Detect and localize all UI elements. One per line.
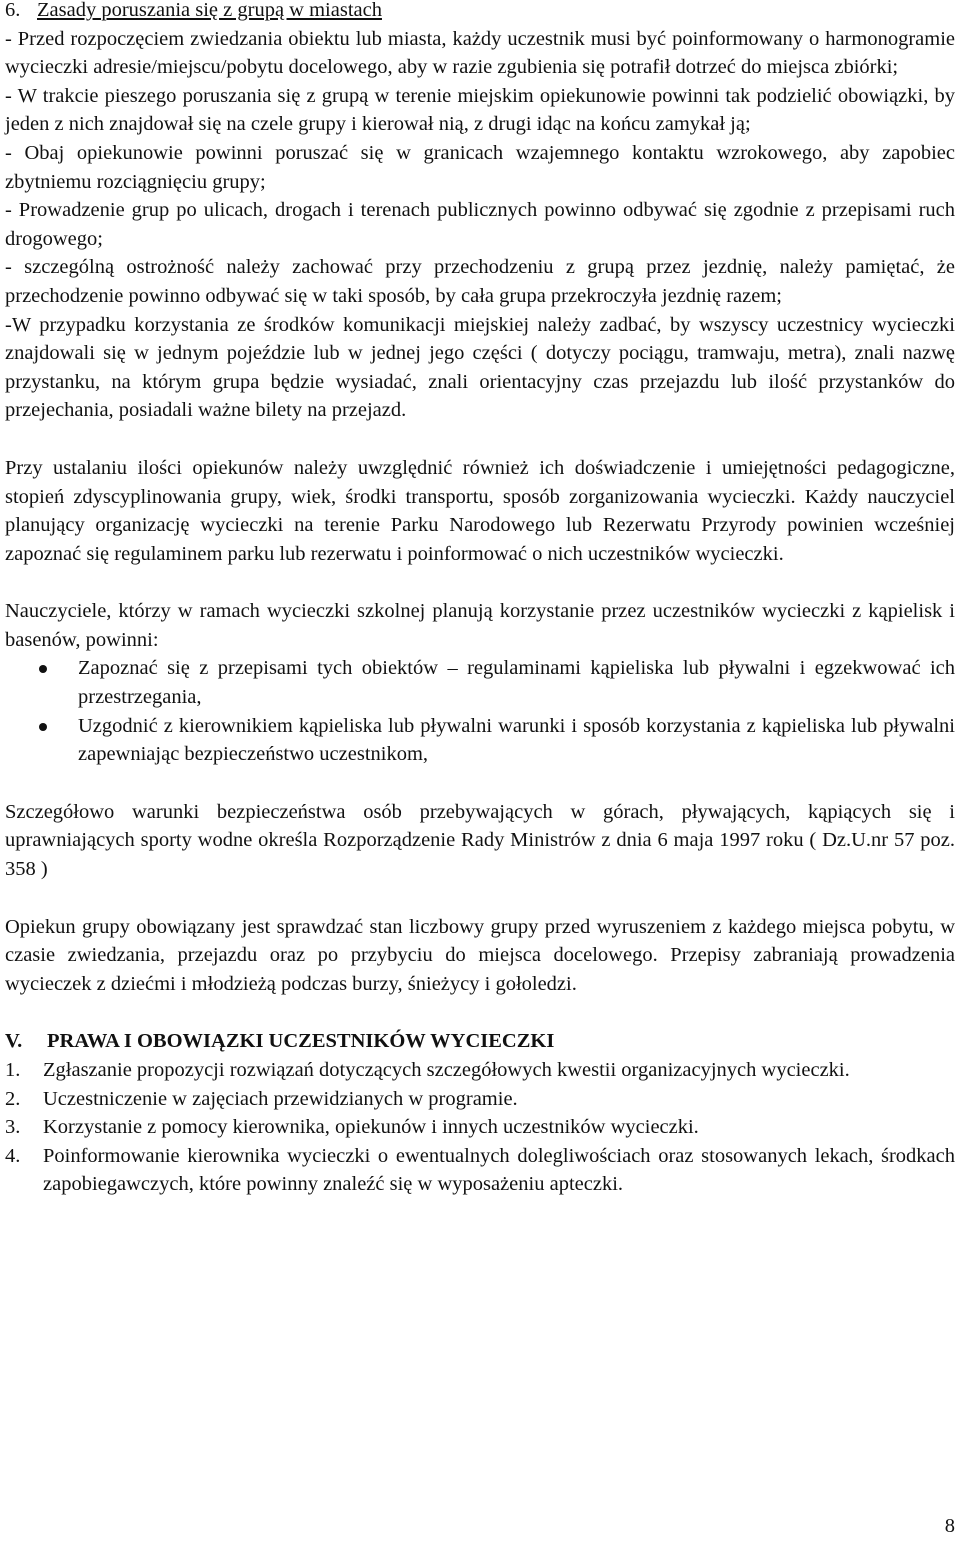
section-6-heading bbox=[5, 0, 955, 25]
rights-list bbox=[5, 1056, 955, 1199]
paragraph-guardians: Przy ustalaniu ilości opiekunów należy uwzględnić również ich doświadczenie i umiejętności pedagogiczne, stopień zdyscyplinowania grupy, wiek, środki transportu, sposób zorganizowania wycieczki. Każdy nauczyciel planujący organizację wycieczki na terenie Parku Narodowego lub Rezerwatu Przyrody powinien wcześniej zapoznać się regulaminem parku lub rezerwatu i poinformować o nich uczestników wycieczki. bbox=[5, 456, 955, 565]
section-6-number: 6. bbox=[5, 0, 21, 21]
section-6-line-5: - szczególną ostrożność należy zachować przy przechodzeniu z grupą przez jezdnię, należy pamiętać, że przechodzenie powinno odbywać się w taki sposób, by cała grupa przekroczyła jezdnię razem; bbox=[5, 256, 955, 307]
section-6-line-2: - W trakcie pieszego poruszania się z grupą w terenie miejskim opiekunowie powinni tak podzielić obowiązki, by jeden z nich znajdował się na czele grupy i kierował nią, z drugi idąc na końcu zamykał ją; bbox=[5, 84, 955, 136]
list-item-text: Zgłaszanie propozycji rozwiązań dotyczących szczegółowych kwestii organizacyjnych wycieczki. bbox=[43, 1059, 850, 1081]
list-item-text: Uczestniczenie w zajęciach przewidzianych w programie. bbox=[43, 1087, 518, 1110]
paragraph-group-check: Opiekun grupy obowiązany jest sprawdzać stan liczbowy grupy przed wyruszeniem z każdego miejsca pobytu, w czasie zwiedzania, przejazdu oraz po przybyciu do miejsca docelowego. Przepisy zabraniają prowadzenia wycieczek z dziećmi i młodzieżą podczas burzy, śnieżycy i gołoledzi. bbox=[5, 915, 955, 995]
section-6-line-3: - Obaj opiekunowie powinni poruszać się w granicach wzajemnego kontaktu wzrokowego, aby zapobiec zbytniemu rozciągnięciu grupy; bbox=[5, 141, 955, 193]
section-5-heading bbox=[5, 1027, 955, 1056]
list-item-number: 3. bbox=[5, 1116, 21, 1139]
paragraph-regulation: Szczegółowo warunki bezpieczeństwa osób przebywających w górach, pływających, kąpiących się i uprawniających sporty wodne określa Rozporządzenie Rady Ministrów z dnia 6 maja 1997 roku ( Dz.U.nr 57 poz. 358 ) bbox=[5, 800, 955, 881]
list-item-number: 2. bbox=[5, 1087, 21, 1110]
list-item bbox=[5, 712, 955, 769]
list-item-number: 1. bbox=[5, 1059, 21, 1081]
list-item bbox=[5, 1142, 955, 1199]
document-page bbox=[5, 0, 955, 1199]
list-item-text: Zapoznać się z przepisami tych obiektów – regulaminami kąpieliska lub pływalni i egzekwować ich przestrzegania, bbox=[78, 657, 955, 709]
bullet-icon bbox=[39, 665, 47, 673]
list-item bbox=[5, 1056, 955, 1085]
spacer bbox=[5, 568, 955, 597]
bullet-icon bbox=[39, 723, 47, 731]
list-item bbox=[5, 654, 955, 711]
spacer bbox=[5, 884, 955, 913]
spacer bbox=[5, 425, 955, 454]
list-item-number: 4. bbox=[5, 1144, 21, 1167]
section-5-title: PRAWA I OBOWIĄZKI UCZESTNIKÓW WYCIECZKI bbox=[47, 1030, 555, 1053]
list-item bbox=[5, 1113, 955, 1142]
section-5-number: V. bbox=[5, 1030, 23, 1053]
list-item-text: Uzgodnić z kierownikiem kąpieliska lub pływalni warunki i sposób korzystania z kąpieliska lub pływalni zapewniając bezpieczeństwo uczestnikom, bbox=[78, 714, 955, 766]
spacer bbox=[5, 769, 955, 798]
section-6-line-4: - Prowadzenie grup po ulicach, drogach i terenach publicznych powinno odbywać się zgodnie z przepisami ruch drogowego; bbox=[5, 199, 955, 250]
swimming-rules-list bbox=[5, 654, 955, 768]
page-number: 8 bbox=[944, 1515, 955, 1537]
section-6-title: Zasady poruszania się z grupą w miastach bbox=[37, 0, 382, 21]
spacer bbox=[5, 998, 955, 1027]
list-item bbox=[5, 1085, 955, 1114]
list-item-text: Poinformowanie kierownika wycieczki o ewentualnych dolegliwościach oraz stosowanych lekach, środkach zapobiegawczych, które powinny znaleźć się w wyposażeniu apteczki. bbox=[43, 1144, 955, 1196]
section-6-line-6: -W przypadku korzystania ze środków komunikacji miejskiej należy zadbać, by wszyscy uczestnicy wycieczki znajdowali się w jednym pojeździe lub w jednej jego części ( dotyczy pociągu, tramwaju, metra), znali nazwę przystanku, na którym grupa będzie wysiadać, znali orientacyjny czas przejazdu lub ilość przystanków do przejechania, posiadali ważne bilety na przejazd. bbox=[5, 313, 955, 422]
section-6-line-1: - Przed rozpoczęciem zwiedzania obiektu lub miasta, każdy uczestnik musi być poinformowany o harmonogramie wycieczki adresie/miejscu/pobytu docelowego, aby w razie zgubienia się potrafił dotrzeć do miejsca zbiórki; bbox=[5, 27, 955, 79]
paragraph-swimming-intro: Nauczyciele, którzy w ramach wycieczki szkolnej planują korzystanie przez uczestników wycieczki z kąpielisk i basenów, powinni: bbox=[5, 600, 955, 651]
list-item-text: Korzystanie z pomocy kierownika, opiekunów i innych uczestników wycieczki. bbox=[43, 1116, 699, 1139]
